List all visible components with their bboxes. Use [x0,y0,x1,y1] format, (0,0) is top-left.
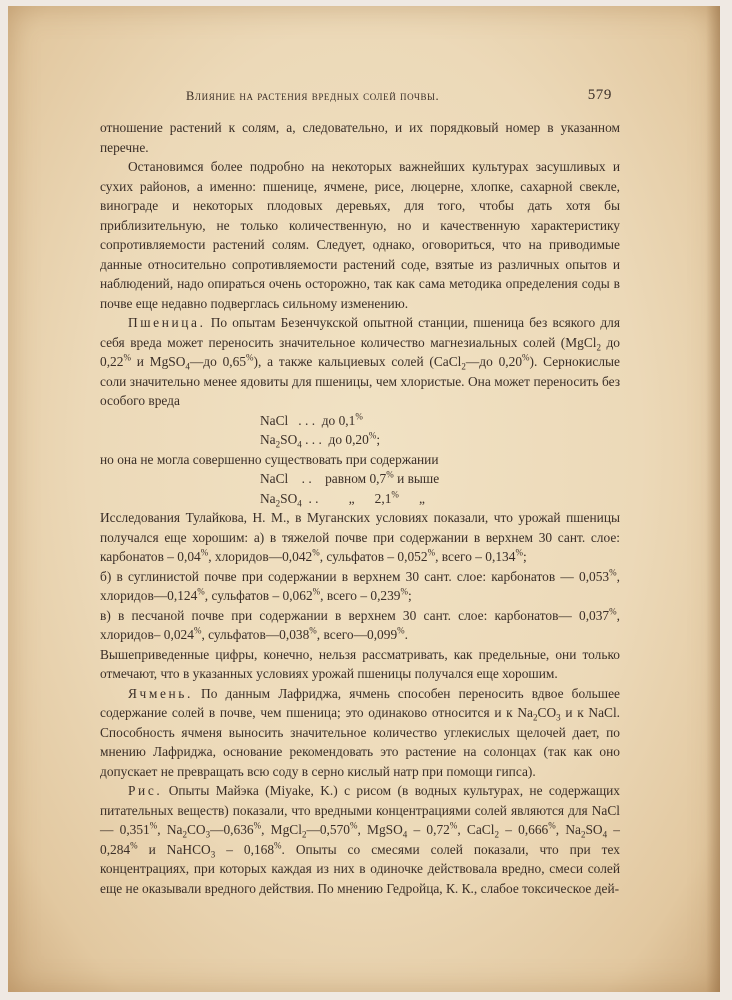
formula-na2so4-2: $Na_2SO_4$ . . „ 2,1% „ [260,489,425,509]
heading-barley: Ячмень. [128,685,193,701]
book-page [8,6,720,992]
paragraph-sand: в) в песчаной почве при содержании в верхнем 30 сант. слое: карбонатов— 0,037%, хлоридов– 0,024%, сульфатов—0,038%, всего—0,099%. [100,606,620,642]
paragraph-tulaikov: Исследования Тулайкова, Н. М., в Муганских условиях показали, что урожай пшеницы получался еще хорошим: а) в тяжелой почве при содержании в верхнем 30 сант. слое: карбонатов – 0,04%, хлоридов—0,042%, сульфатов – 0,052%, всего – 0,134%; [100,510,620,564]
formula-na2so4-1: $Na_2SO_4$ . . . до 0,20%; [260,430,381,450]
paragraph-intro: Остановимся более подробно на некоторых важнейших культурах засушливых и сухих районов, а именно: пшенице, ячмене, рисе, люцерне, хлопке, сахарной свекле, винограде и некоторых плодовых деревьях, для того, чтобы дать хотя бы приблизительную, не только количественную, но и качественную характеристику сопротивляемости растений солям. Следует, однако, оговориться, что на приводимые данные относительно сопротивляемости растений соде, взятые из различных опытов и наблюдений, надо опираться очень осторожно, так как сама методика определения соды в почве еще недавно подверглась сильному изменению. [100,159,620,311]
running-title: Влияние на растения вредных солей почвы. [186,89,440,103]
paragraph-conclusion: Вышеприведенные цифры, конечно, нельзя рассматривать, как предельные, они только отмечают, что в указанных условиях урожай пшеницы получался еще хорошим. [100,646,620,681]
paragraph-continuation: отношение растений к солям, а, следовательно, и их порядковый номер в указанном перечне. [100,120,620,155]
paragraph-barley: Ячмень. По данным Лафриджа, ячмень способен переносить вдвое большее содержание солей в почве, чем пшеница; это одинаково относится и к $Na_2CO_3$ и к NaCl. Способность ячменя выносить значительное количество углекислых щелочей дает, по мнению Лафриджа, основание рекомендовать это растение на солонцах (так как оно допускает не превращать всю соду в серно кислый натр при помощи гипса). [100,685,621,779]
running-header [8,85,720,107]
heading-rice: Рис. [128,783,163,798]
paragraph-wheat: Пшеница. По опытам Безенчукской опытной станции, пшеница без всякого для себя вреда может переносить значительное количество магнезиальных солей (MgCl$_2$ до 0,22% и MgSO$_4$—до 0,65%), а также кальциевых солей (CaCl$_2$—до 0,20%). Сернокислые соли значительно менее ядовиты для пшеницы, чем хлористые. Она может переносить без особого вреда [100,315,621,408]
formula-nacl-1: NaCl . . . до 0,1% [260,411,363,428]
formula-nacl-2: NaCl . . равном 0,7% и выше [260,469,440,486]
page-number: 579 [587,87,612,103]
page-edge-shadow [706,6,720,992]
paragraph-loam: б) в суглинистой почве при содержании в верхнем 30 сант. слое: карбонатов — 0,053%, хлоридов—0,124%, сульфатов – 0,062%, всего – 0,239%; [100,567,620,603]
paragraph-rice: Рис. Опыты Майэка (Miyake, K.) с рисом (в водных культурах, не содержащих питательных веществ) показали, что вредными концентрациями солей являются для NaCl— 0,351%, $Na_2CO_3—0,636^{\%}$, MgCl$_2$—0,570%, MgSO$_4$ – 0,72%, CaCl$_2$ – 0,666%, $Na_2SO_4 - 0,284^{\%}$ и NaHCO$_3$ – 0,168%. Опыты со смесями солей показали, что при тех концентрациях, при которых каждая из них в одиночке действовала вредно, смеси солей еще не оказывали вредного действия. По мнению Гедройца, К. К., слабое токсическое дей- [100,783,621,896]
heading-wheat: Пшеница. [128,315,206,330]
paragraph-mid: но она не могла совершенно существовать при содержании [100,451,439,467]
page-body [100,118,620,898]
